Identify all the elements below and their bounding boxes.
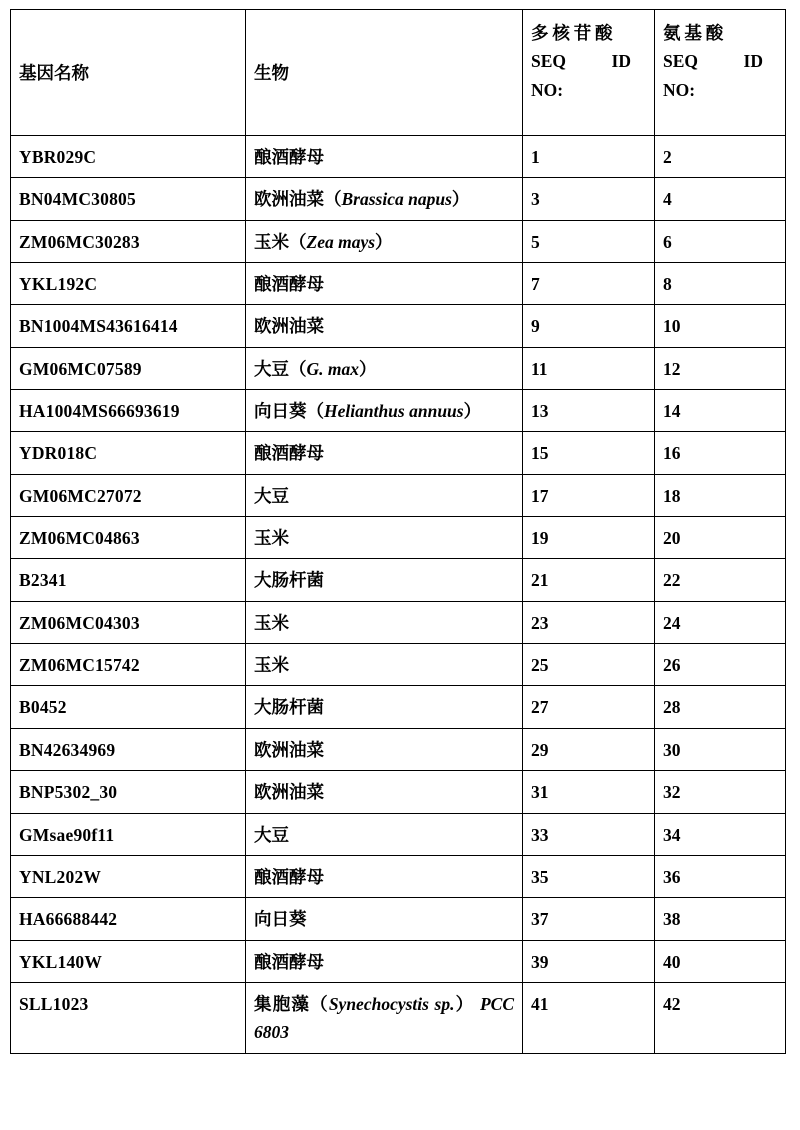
organism-text — [254, 185, 514, 213]
table-row — [11, 220, 786, 262]
common-name: 酿酒酵母 — [254, 443, 324, 464]
cell-organism — [246, 771, 523, 813]
cell-organism — [246, 644, 523, 686]
table-row — [11, 982, 786, 1053]
organism-text — [254, 397, 514, 425]
common-name: ） — [463, 401, 482, 422]
table-row — [11, 855, 786, 897]
cell-gene-name: YBR029C — [11, 136, 246, 178]
common-name: ） — [359, 358, 377, 379]
cell-organism — [246, 855, 523, 897]
cell-gene-name: GM06MC07589 — [11, 347, 246, 389]
cell-polynucleotide-seq-id: 9 — [523, 305, 655, 347]
organism-text — [254, 821, 514, 849]
cell-aminoacid-seq-id: 24 — [655, 601, 786, 643]
header-aminoacid-label: 氨基酸 — [663, 23, 728, 43]
common-name: 欧洲油菜 — [254, 316, 324, 337]
organism-text — [254, 905, 514, 933]
common-name: 玉米 — [254, 655, 289, 676]
common-name: ） — [454, 993, 480, 1014]
cell-polynucleotide-seq-id: 13 — [523, 390, 655, 432]
cell-polynucleotide-seq-id: 27 — [523, 686, 655, 728]
common-name: 集胞藻（ — [254, 993, 329, 1014]
table-row — [11, 517, 786, 559]
cell-gene-name: BN1004MS43616414 — [11, 305, 246, 347]
cell-gene-name: B2341 — [11, 559, 246, 601]
table-row — [11, 940, 786, 982]
cell-aminoacid-seq-id: 22 — [655, 559, 786, 601]
table-row — [11, 728, 786, 770]
cell-polynucleotide-seq-id: 21 — [523, 559, 655, 601]
common-name: 酿酒酵母 — [254, 866, 324, 887]
column-header-polynucleotide-seq-id — [523, 10, 655, 136]
cell-gene-name: BN04MC30805 — [11, 178, 246, 220]
cell-polynucleotide-seq-id: 3 — [523, 178, 655, 220]
cell-polynucleotide-seq-id: 25 — [523, 644, 655, 686]
cell-organism — [246, 728, 523, 770]
cell-aminoacid-seq-id: 30 — [655, 728, 786, 770]
cell-polynucleotide-seq-id: 5 — [523, 220, 655, 262]
cell-organism — [246, 517, 523, 559]
cell-gene-name: GM06MC27072 — [11, 474, 246, 516]
header-aminoacid-seqid — [663, 47, 763, 75]
common-name: 酿酒酵母 — [254, 951, 324, 972]
common-name: 大豆 — [254, 485, 289, 506]
cell-organism — [246, 474, 523, 516]
organism-text — [254, 609, 514, 637]
cell-polynucleotide-seq-id: 17 — [523, 474, 655, 516]
cell-organism — [246, 347, 523, 389]
organism-text — [254, 948, 514, 976]
common-name: ） — [451, 189, 470, 210]
cell-aminoacid-seq-id: 32 — [655, 771, 786, 813]
column-header-aminoacid-seq-id — [655, 10, 786, 136]
common-name: ） — [375, 231, 393, 252]
table-row — [11, 898, 786, 940]
common-name: 玉米 — [254, 612, 289, 633]
organism-text — [254, 270, 514, 298]
common-name: 玉米 — [254, 528, 289, 549]
organism-text — [254, 863, 514, 891]
scientific-name: PCC 6803 — [254, 993, 514, 1043]
cell-gene-name: ZM06MC04303 — [11, 601, 246, 643]
cell-aminoacid-seq-id: 40 — [655, 940, 786, 982]
organism-text — [254, 482, 514, 510]
table-row — [11, 559, 786, 601]
scientific-name: Zea mays — [306, 231, 376, 252]
cell-organism — [246, 982, 523, 1053]
column-header-gene-name: 基因名称 — [11, 10, 246, 136]
table-row — [11, 178, 786, 220]
cell-gene-name: ZM06MC30283 — [11, 220, 246, 262]
table-body — [11, 136, 786, 1054]
table-row — [11, 601, 786, 643]
cell-gene-name: ZM06MC15742 — [11, 644, 246, 686]
table-row — [11, 771, 786, 813]
cell-organism — [246, 940, 523, 982]
header-nucleotide-seqid — [531, 47, 631, 75]
common-name: 欧洲油菜 — [254, 782, 324, 803]
table-row — [11, 644, 786, 686]
cell-polynucleotide-seq-id: 15 — [523, 432, 655, 474]
cell-organism — [246, 898, 523, 940]
cell-aminoacid-seq-id: 14 — [655, 390, 786, 432]
cell-polynucleotide-seq-id: 33 — [523, 813, 655, 855]
cell-organism — [246, 813, 523, 855]
cell-gene-name: HA66688442 — [11, 898, 246, 940]
cell-aminoacid-seq-id: 28 — [655, 686, 786, 728]
common-name: 向日葵 — [254, 909, 307, 930]
cell-gene-name: YKL140W — [11, 940, 246, 982]
cell-polynucleotide-seq-id: 37 — [523, 898, 655, 940]
scientific-name: Brassica napus — [341, 189, 452, 210]
organism-text — [254, 736, 514, 764]
cell-polynucleotide-seq-id: 39 — [523, 940, 655, 982]
common-name: 大豆（ — [254, 358, 307, 379]
common-name: 大肠杆菌 — [254, 697, 324, 718]
common-name: 酿酒酵母 — [254, 274, 324, 295]
cell-aminoacid-seq-id: 20 — [655, 517, 786, 559]
organism-text — [254, 143, 514, 171]
header-aminoacid-no: NO: — [663, 79, 696, 100]
common-name: 欧洲油菜 — [254, 739, 324, 760]
header-nucleotide-seq: SEQ — [531, 51, 567, 72]
header-nucleotide-no: NO: — [531, 79, 564, 100]
table-row — [11, 390, 786, 432]
organism-text — [254, 651, 514, 679]
common-name: 欧洲油菜（ — [254, 189, 342, 210]
cell-aminoacid-seq-id: 12 — [655, 347, 786, 389]
cell-polynucleotide-seq-id: 29 — [523, 728, 655, 770]
cell-gene-name: SLL1023 — [11, 982, 246, 1053]
scientific-name: Synechocystis sp. — [328, 993, 455, 1014]
organism-text — [254, 439, 514, 467]
cell-organism — [246, 601, 523, 643]
table-row — [11, 474, 786, 516]
cell-organism — [246, 136, 523, 178]
common-name: 大肠杆菌 — [254, 570, 324, 591]
cell-organism — [246, 686, 523, 728]
cell-polynucleotide-seq-id: 35 — [523, 855, 655, 897]
table-row — [11, 686, 786, 728]
common-name: 酿酒酵母 — [254, 147, 324, 167]
cell-gene-name: BNP5302_30 — [11, 771, 246, 813]
table-row — [11, 813, 786, 855]
header-aminoacid-seq: SEQ — [663, 51, 699, 72]
cell-gene-name: GMsae90f11 — [11, 813, 246, 855]
column-header-organism: 生物 — [246, 10, 523, 136]
cell-polynucleotide-seq-id: 19 — [523, 517, 655, 559]
header-row — [11, 10, 786, 136]
cell-polynucleotide-seq-id: 11 — [523, 347, 655, 389]
cell-gene-name: YDR018C — [11, 432, 246, 474]
table-row — [11, 347, 786, 389]
sequence-listing-table — [10, 9, 786, 1054]
table-row — [11, 263, 786, 305]
cell-aminoacid-seq-id: 6 — [655, 220, 786, 262]
table-header — [11, 10, 786, 136]
cell-gene-name: BN42634969 — [11, 728, 246, 770]
cell-gene-name: YNL202W — [11, 855, 246, 897]
organism-text — [254, 990, 514, 1047]
cell-polynucleotide-seq-id: 31 — [523, 771, 655, 813]
organism-text — [254, 566, 514, 594]
cell-aminoacid-seq-id: 18 — [655, 474, 786, 516]
table-row — [11, 136, 786, 178]
header-aminoacid-id: ID — [743, 51, 763, 72]
cell-aminoacid-seq-id: 36 — [655, 855, 786, 897]
cell-aminoacid-seq-id: 26 — [655, 644, 786, 686]
cell-organism — [246, 390, 523, 432]
scientific-name: G. max — [306, 358, 359, 379]
cell-aminoacid-seq-id: 42 — [655, 982, 786, 1053]
organism-text — [254, 228, 514, 256]
cell-aminoacid-seq-id: 4 — [655, 178, 786, 220]
organism-text — [254, 524, 514, 552]
cell-polynucleotide-seq-id: 7 — [523, 263, 655, 305]
common-name: 大豆 — [254, 824, 289, 845]
common-name: 玉米（ — [254, 231, 307, 252]
cell-organism — [246, 305, 523, 347]
scientific-name: Helianthus annuus — [324, 401, 464, 422]
cell-aminoacid-seq-id: 38 — [655, 898, 786, 940]
cell-gene-name: ZM06MC04863 — [11, 517, 246, 559]
organism-text — [254, 693, 514, 721]
cell-polynucleotide-seq-id: 23 — [523, 601, 655, 643]
cell-aminoacid-seq-id: 10 — [655, 305, 786, 347]
organism-text — [254, 312, 514, 340]
cell-polynucleotide-seq-id: 41 — [523, 982, 655, 1053]
table-row — [11, 305, 786, 347]
header-nucleotide-id: ID — [611, 51, 631, 72]
cell-gene-name: B0452 — [11, 686, 246, 728]
cell-aminoacid-seq-id: 16 — [655, 432, 786, 474]
cell-organism — [246, 220, 523, 262]
organism-text — [254, 355, 514, 383]
cell-organism — [246, 559, 523, 601]
cell-gene-name: YKL192C — [11, 263, 246, 305]
cell-gene-name: HA1004MS66693619 — [11, 390, 246, 432]
cell-organism — [246, 178, 523, 220]
common-name: 向日葵（ — [254, 401, 324, 422]
cell-aminoacid-seq-id: 34 — [655, 813, 786, 855]
organism-text — [254, 778, 514, 806]
cell-organism — [246, 432, 523, 474]
cell-aminoacid-seq-id: 8 — [655, 263, 786, 305]
header-nucleotide-label: 多核苷酸 — [531, 23, 617, 43]
cell-aminoacid-seq-id: 2 — [655, 136, 786, 178]
table-row — [11, 432, 786, 474]
cell-polynucleotide-seq-id: 1 — [523, 136, 655, 178]
cell-organism — [246, 263, 523, 305]
